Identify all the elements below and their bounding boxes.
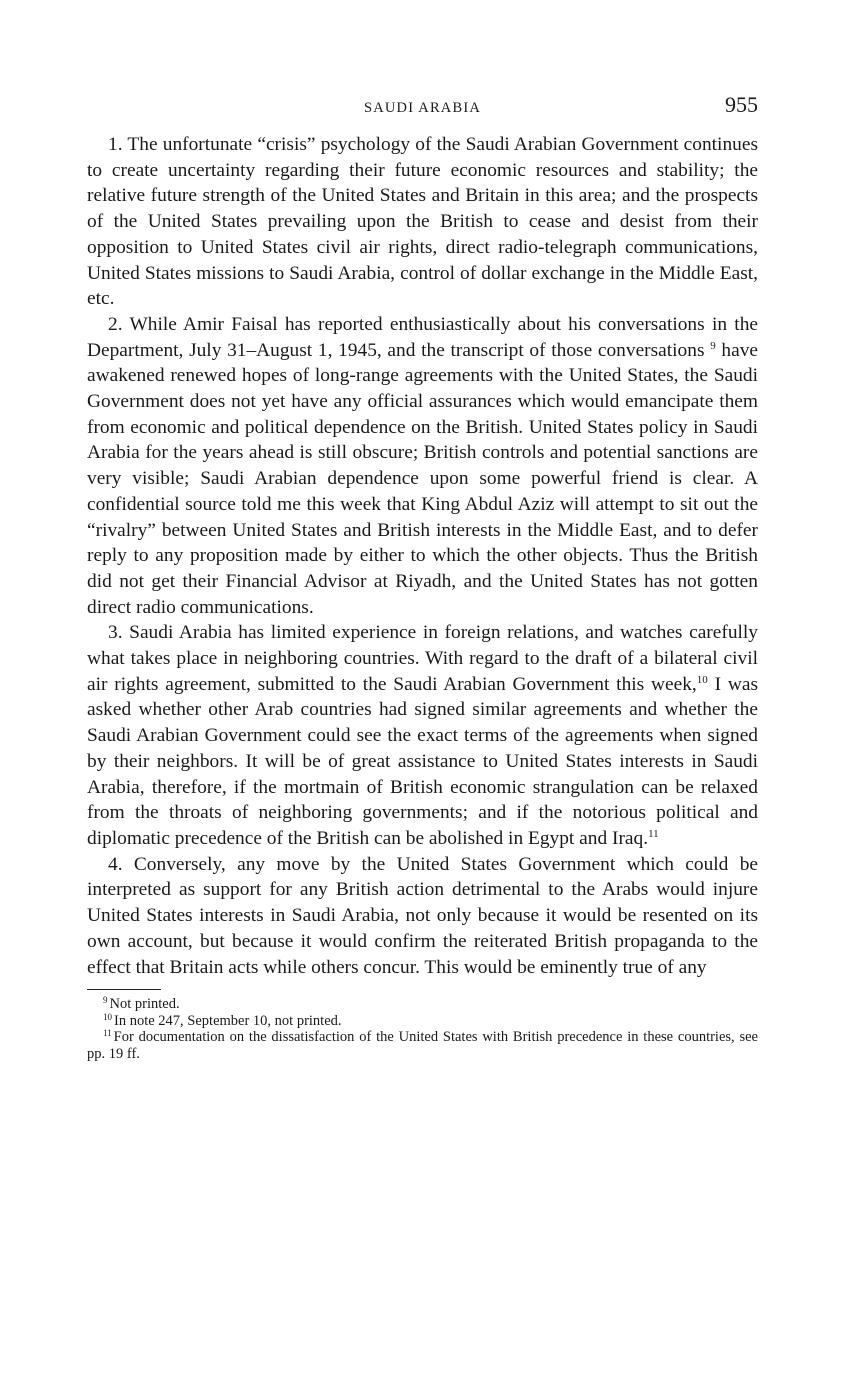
paragraph-3-text-a: 3. Saudi Arabia has limited experience in foreign relations, and watches carefully what takes place in neighboring countries. With regard to the draft of a bilateral civil air rights agreement, submitted to the Saudi Arabian Government this week, [87, 622, 758, 695]
footnote-ref-9: 9 [710, 339, 716, 352]
paragraph-2-text-a: 2. While Amir Faisal has reported enthusiastically about his conversations in the Department, July 31–August 1, 1945, and the transcript of those conversations [87, 313, 758, 361]
footnote-divider [87, 989, 161, 990]
paragraph-3 [87, 620, 758, 851]
body-text [87, 132, 758, 980]
footnote-mark: 10 [103, 1011, 112, 1022]
paragraph-3-text-b: I was asked whether other Arab countries had signed similar agreements and whether the Saudi Arabian Government could see the exact terms of the agreements when signed by their neighbors. It will be of great assistance to United States interests in Saudi Arabia, therefore, if the mortmain of British economic strangulation can be relaxed from the throats of neighboring governments; and if the notorious political and diplomatic precedence of the British can be abolished in Egypt and Iraq. [87, 673, 758, 849]
footnote-text: For documentation on the dissatisfaction of the United States with British precedence in these countries, see pp. 19 ff. [87, 1029, 758, 1062]
paragraph-1-text: 1. The unfortunate “crisis” psychology of the Saudi Arabian Government continues to create uncertainty regarding their future economic resources and stability; the relative future strength of the United States and Britain in this area; and the prospects of the United States prevailing upon the British to cease and desist from their opposition to United States civil air rights, direct radio-telegraph communications, United States missions to Saudi Arabia, control of dollar exchange in the Middle East, etc. [87, 134, 758, 310]
footnote-9 [87, 996, 758, 1013]
footnote-10 [87, 1013, 758, 1030]
footnote-ref-11: 11 [648, 827, 659, 840]
footnote-11 [87, 1029, 758, 1062]
paragraph-4 [87, 852, 758, 981]
paragraph-2-text-b: have awakened renewed hopes of long-range agreements with the United States, the Saudi Government does not yet have any official assurances which would emancipate them from economic and political dependence on the British. United States policy in Saudi Arabia for the years ahead is still obscure; British controls and potential sanctions are very visible; Saudi Arabian dependence upon some powerful friend is clear. A confidential source told me this week that King Abdul Aziz will attempt to sit out the “rivalry” between United States and British interests in the Middle East, and to defer reply to any proposition made by either to which the other objects. Thus the British did not get their Financial Advisor at Riyadh, and the United States has not gotten direct radio communications. [87, 339, 758, 618]
footnote-mark: 11 [103, 1028, 112, 1039]
paragraph-4-text: 4. Conversely, any move by the United States Government which could be interpreted as support for any British action detrimental to the Arabs would injure United States interests in Saudi Arabia, not only because it would be resented on its own account, but because it would confirm the reiterated British propaganda to the effect that Britain acts while others concur. This would be eminently true of any [87, 853, 758, 978]
page-header [87, 92, 758, 126]
footnote-ref-10: 10 [696, 673, 708, 686]
document-page [87, 92, 758, 1062]
footnotes [87, 996, 758, 1062]
paragraph-2 [87, 312, 758, 620]
page-number: 955 [725, 92, 758, 117]
footnote-text: Not printed. [109, 996, 180, 1013]
footnote-text: In note 247, September 10, not printed. [114, 1012, 342, 1029]
running-head: SAUDI ARABIA [363, 100, 482, 116]
footnote-mark: 9 [103, 995, 108, 1006]
paragraph-1 [87, 132, 758, 312]
